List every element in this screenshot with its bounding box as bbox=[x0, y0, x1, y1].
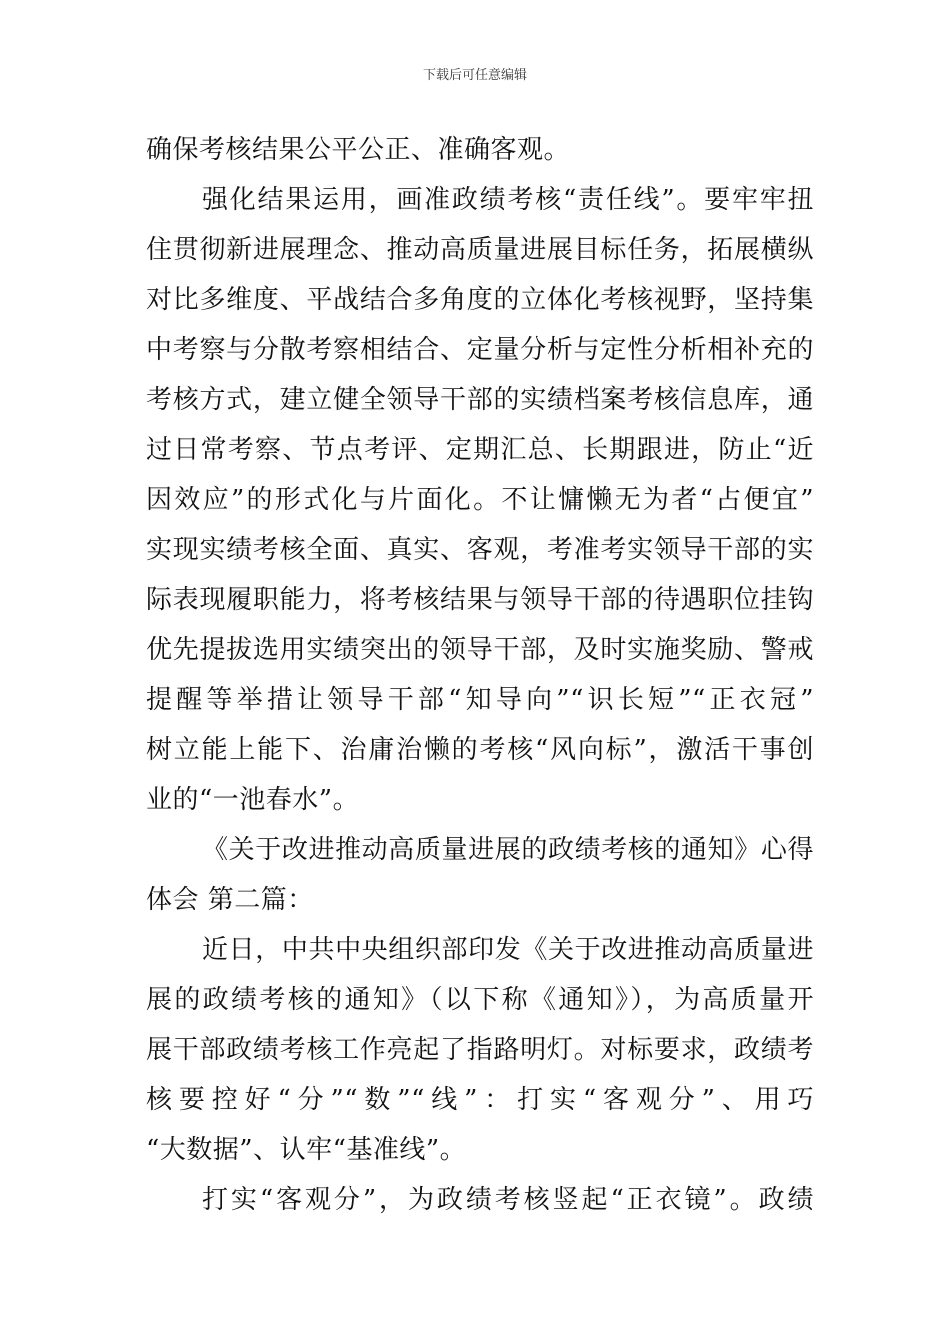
text-line: 中考察与分散考察相结合、定量分析与定性分析相补充的 bbox=[146, 335, 814, 365]
text-line: 展的政绩考核的通知》（以下称《通知》），为高质量开 bbox=[146, 985, 814, 1015]
section-title-line: 《关于改进推动高质量进展的政绩考核的通知》心得 bbox=[202, 835, 814, 865]
text-line: 考核方式，建立健全领导干部的实绩档案考核信息库，通 bbox=[146, 385, 814, 415]
text-line: 业的“一池春水”。 bbox=[146, 785, 360, 815]
text-line: 际表现履职能力，将考核结果与领导干部的待遇职位挂钩 bbox=[146, 585, 814, 615]
text-line: 打实“客观分”，为政绩考核竖起“正衣镜”。政绩 bbox=[202, 1185, 814, 1215]
text-line: 核要控好“分”“数”“线”：打实“客观分”、用巧 bbox=[146, 1085, 814, 1115]
text-line: 住贯彻新进展理念、推动高质量进展目标任务，拓展横纵 bbox=[146, 235, 814, 265]
text-line: 因效应”的形式化与片面化。不让慵懒无为者“占便宜” bbox=[146, 485, 814, 515]
text-line: 确保考核结果公平公正、准确客观。 bbox=[146, 135, 571, 165]
text-line: 提醒等举措让领导干部“知导向”“识长短”“正衣冠” bbox=[146, 685, 814, 715]
text-line: 实现实绩考核全面、真实、客观，考准考实领导干部的实 bbox=[146, 535, 814, 565]
section-title-line: 体会 第二篇： bbox=[146, 885, 314, 915]
text-line: “大数据”、认牢“基准线”。 bbox=[146, 1135, 467, 1165]
text-line: 强化结果运用，画准政绩考核“责任线”。要牢牢扭 bbox=[202, 185, 814, 215]
text-line: 优先提拔选用实绩突出的领导干部，及时实施奖励、警戒 bbox=[146, 635, 814, 665]
text-line: 展干部政绩考核工作亮起了指路明灯。对标要求，政绩考 bbox=[146, 1035, 814, 1065]
text-line: 对比多维度、平战结合多角度的立体化考核视野，坚持集 bbox=[146, 285, 814, 315]
header-note: 下载后可任意编辑 bbox=[422, 68, 527, 83]
text-line: 过日常考察、节点考评、定期汇总、长期跟进，防止“近 bbox=[146, 435, 814, 465]
text-line: 树立能上能下、治庸治懒的考核“风向标”，激活干事创 bbox=[146, 735, 814, 765]
text-line: 近日，中共中央组织部印发《关于改进推动高质量进 bbox=[202, 935, 814, 965]
